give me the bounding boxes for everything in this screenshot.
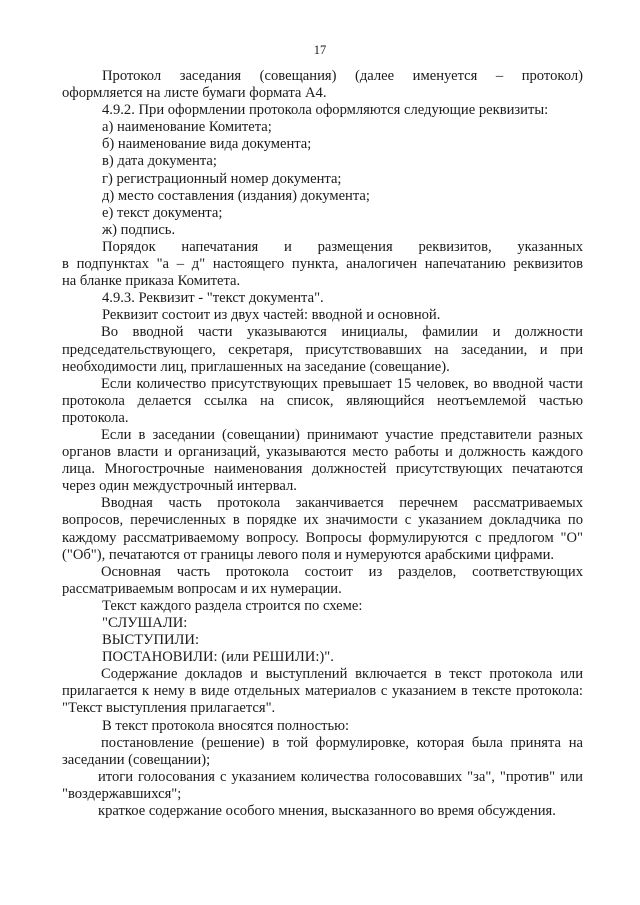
paragraph-protocol-intro-cont: оформляется на листе бумаги формата А4. [62,85,327,102]
page-number: 17 [313,43,327,57]
list-item: б) наименование вида документа; [102,136,312,153]
paragraph-order-line3: на бланке приказа Комитета. [62,273,241,290]
paragraph-4-9-3: 4.9.3. Реквизит - "текст документа". [102,290,324,307]
list-item: е) текст документа; [102,204,223,221]
paragraph-scheme: Текст каждого раздела строится по схеме: [102,597,363,614]
paragraph-voting: итоги голосования с указанием количества голосовавших "за", "против" или "воздержавшихся"; [62,768,583,802]
list-item: а) наименование Комитета; [102,119,272,136]
list-item: г) регистрационный номер документа; [102,170,342,187]
scheme-heard: "СЛУШАЛИ: [102,615,188,631]
paragraph-order-line2: в подпунктах "а – д" настоящего пункта, аналогичен напечатанию реквизитов [62,256,583,273]
list-item: д) место составления (издания) документа; [102,187,370,204]
paragraph-two-parts: Реквизит состоит из двух частей: вводной и основной. [102,307,441,324]
paragraph-fully-included: В текст протокола вносятся полностью: [102,717,350,734]
paragraph-intro-ending: Вводная часть протокола заканчивается перечнем рассматриваемых вопросов, перечисленных в порядке их значимости с указанием докладчика по каждому рассматриваемому вопросу. Вопросы формулируются с предлогом "О" ("Об"), печатаются от границы левого поля и нумеруются арабскими цифрами. [62,495,583,563]
paragraph-intro-part: Во вводной части указываются инициалы, фамилии и должности председательствующего, секретаря, присутствовавших на заседании, и при необходимости лиц, приглашенных на заседание (совещание). [62,324,583,375]
list-item: в) дата документа; [102,153,217,170]
scheme-spoke: ВЫСТУПИЛИ: [102,632,200,649]
paragraph-representatives: Если в заседании (совещании) принимают участие представители разных органов власти и организаций, указываются место работы и должность каждого лица. Многострочные наименования должностей присутствующих печатаются через один междустрочный интервал. [62,426,583,495]
paragraph-reports-content: Содержание докладов и выступлений включается в текст протокола или прилагается к нему в виде отдельных материалов с указанием в тексте протокола: "Текст выступления прилагается". [62,666,583,717]
paragraph-protocol-intro: Протокол заседания (совещания) (далее именуется – протокол) [102,68,583,84]
paragraph-order-line1: Порядок напечатания и размещения реквизитов, указанных [102,238,583,255]
paragraph-resolution: постановление (решение) в той формулировке, которая была принята на заседании (совещании); [62,734,583,768]
paragraph-4-9-2: 4.9.2. При оформлении протокола оформляются следующие реквизиты: [102,102,549,119]
scheme-decided: ПОСТАНОВИЛИ: (или РЕШИЛИ:)". [102,649,334,666]
list-item: ж) подпись. [102,221,176,238]
paragraph-main-part: Основная часть протокола состоит из разделов, соответствующих рассматриваемым вопросам и их нумерации. [62,563,583,597]
document-body [62,68,583,820]
paragraph-attendee-count: Если количество присутствующих превышает 15 человек, во вводной части протокола делается ссылка на список, являющийся неотъемлемой частью протокола. [62,375,583,426]
paragraph-dissent: краткое содержание особого мнения, высказанного во время обсуждения. [98,803,556,820]
